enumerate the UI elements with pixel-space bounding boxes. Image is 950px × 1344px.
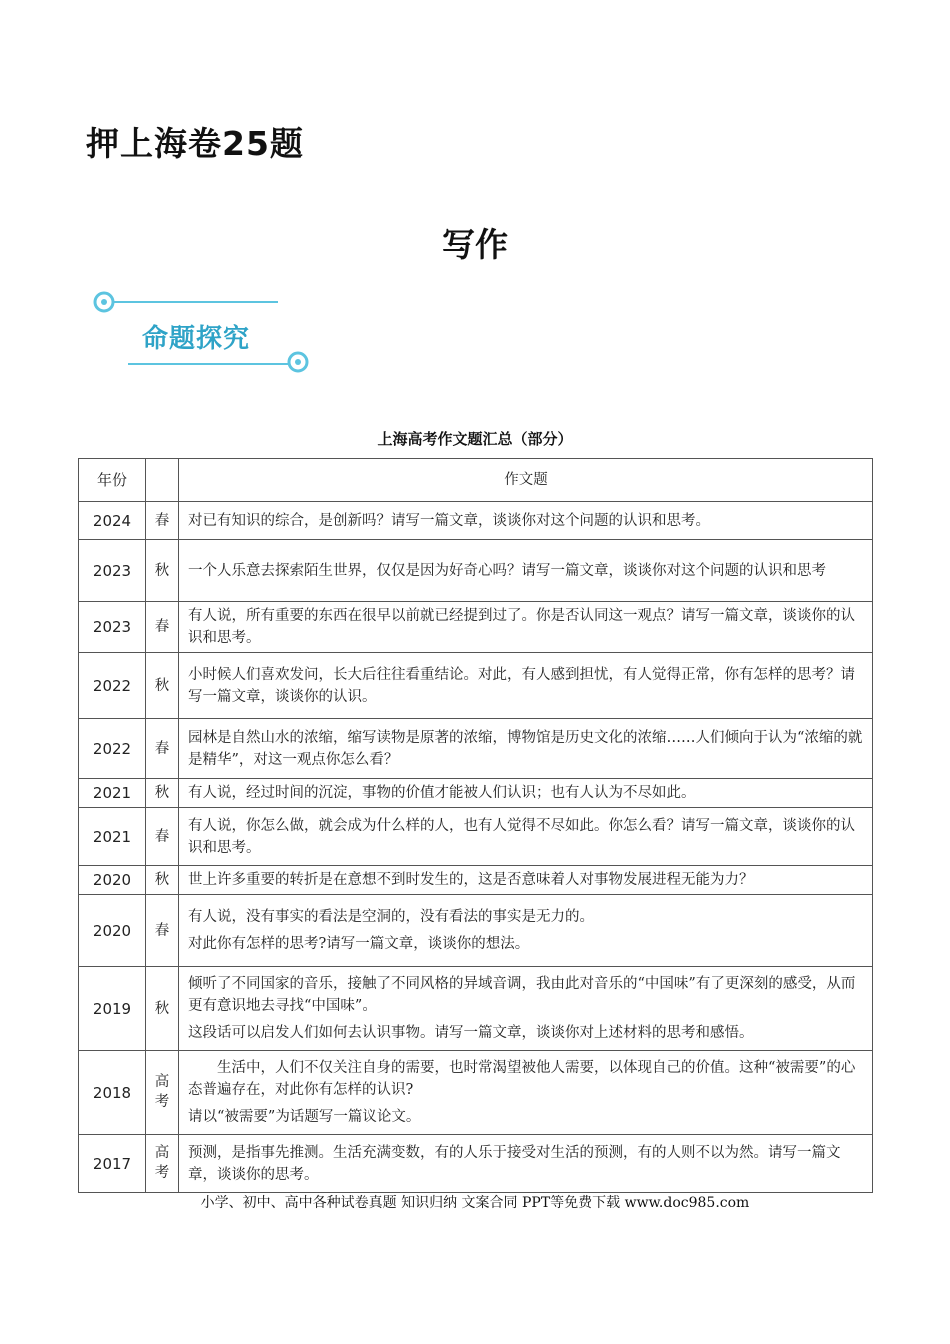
row-season-label: 秋 — [154, 677, 170, 694]
row-year: 2020 — [79, 895, 146, 967]
topic-paragraph: 预测，是指事先推测。生活充满变数，有的人乐于接受对生活的预测，有的人则不以为然。请写一篇文章，谈谈你的思考。 — [188, 1144, 841, 1183]
row-season — [146, 653, 179, 719]
topic-paragraph: 有人说，你怎么做，就会成为什么样的人，也有人觉得不尽如此。你怎么看？请写一篇文章，谈谈你的认识和思考。 — [188, 817, 855, 856]
row-season — [146, 540, 179, 602]
table-header-row — [79, 459, 873, 502]
row-season-label: 春 — [154, 740, 170, 757]
row-year: 2022 — [79, 719, 146, 779]
row-season — [146, 602, 179, 653]
header-topic: 作文题 — [179, 459, 873, 502]
row-season-label: 秋 — [154, 1000, 170, 1017]
row-year: 2021 — [79, 779, 146, 808]
row-topic — [179, 502, 873, 540]
header-year: 年份 — [79, 459, 146, 502]
row-topic — [179, 779, 873, 808]
topic-paragraph: 请以“被需要”为话题写一篇议论文。 — [188, 1109, 421, 1125]
row-season — [146, 895, 179, 967]
row-topic — [179, 719, 873, 779]
row-season-label: 春 — [154, 619, 170, 635]
row-topic — [179, 653, 873, 719]
row-season-label: 高考 — [154, 1145, 170, 1181]
row-year: 2019 — [79, 967, 146, 1051]
table-row — [79, 719, 873, 779]
row-year: 2023 — [79, 540, 146, 602]
row-year: 2020 — [79, 866, 146, 895]
row-season — [146, 808, 179, 866]
row-season — [146, 967, 179, 1051]
row-season — [146, 866, 179, 895]
table-row — [79, 779, 873, 808]
table-row — [79, 540, 873, 602]
table-row — [79, 1051, 873, 1135]
row-year: 2024 — [79, 502, 146, 540]
row-season-label: 秋 — [154, 785, 170, 801]
row-season — [146, 1135, 179, 1193]
table-caption: 上海高考作文题汇总（部分） — [377, 430, 573, 448]
topic-paragraph: 有人说，所有重要的东西在很早以前就已经提到过了。你是否认同这一观点？请写一篇文章，谈谈你的认识和思考。 — [188, 608, 855, 646]
row-season — [146, 779, 179, 808]
row-year: 2021 — [79, 808, 146, 866]
essay-topics-table — [78, 458, 873, 1193]
table-row — [79, 808, 873, 866]
topic-paragraph: 园林是自然山水的浓缩，缩写读物是原著的浓缩，博物馆是历史文化的浓缩……人们倾向于认为“浓缩的就是精华”，对这一观点你怎么看？ — [188, 729, 863, 768]
header-season — [146, 459, 179, 502]
table-row — [79, 653, 873, 719]
table-row — [79, 866, 873, 895]
row-year: 2022 — [79, 653, 146, 719]
row-year: 2023 — [79, 602, 146, 653]
row-season-label: 春 — [154, 922, 170, 939]
topic-paragraph: 倾听了不同国家的音乐，接触了不同风格的异域音调，我由此对音乐的“中国味”有了更深刻的感受，从而更有意识地去寻找“中国味”。 — [188, 976, 856, 1014]
topic-paragraph: 小时候人们喜欢发问，长大后往往看重结论。对此，有人感到担忧，有人觉得正常，你有怎样的思考？请写一篇文章，谈谈你的认识。 — [188, 666, 855, 705]
row-season — [146, 502, 179, 540]
row-season-label: 春 — [154, 512, 170, 529]
topic-paragraph: 有人说，经过时间的沉淀，事物的价值才能被人们认识；也有人认为不尽如此。 — [188, 785, 696, 801]
badge-label: 命题探究 — [142, 324, 251, 354]
table-row — [79, 502, 873, 540]
row-season-label: 秋 — [154, 562, 170, 579]
row-season-label: 春 — [154, 828, 170, 845]
table-row — [79, 967, 873, 1051]
table-row — [79, 1135, 873, 1193]
topic-paragraph: 一个人乐意去探索陌生世界，仅仅是因为好奇心吗？请写一篇文章，谈谈你对这个问题的认识和思考 — [188, 562, 826, 579]
topic-paragraph: 有人说，没有事实的看法是空洞的，没有看法的事实是无力的。 — [188, 909, 594, 925]
row-topic — [179, 967, 873, 1051]
topic-paragraph: 生活中，人们不仅关注自身的需要，也时常渴望被他人需要，以体现自己的价值。这种“被需要”的心态普遍存在，对此你有怎样的认识? — [188, 1060, 856, 1098]
row-topic — [179, 1135, 873, 1193]
row-topic — [179, 1051, 873, 1135]
topic-paragraph: 对已有知识的综合，是创新吗？请写一篇文章，谈谈你对这个问题的认识和思考。 — [188, 512, 710, 529]
row-season — [146, 719, 179, 779]
row-topic — [179, 602, 873, 653]
section-badge — [92, 288, 314, 378]
table-row — [79, 602, 873, 653]
row-year: 2017 — [79, 1135, 146, 1193]
table-row — [79, 895, 873, 967]
topic-paragraph: 这段话可以启发人们如何去认识事物。请写一篇文章，谈谈你对上述材料的思考和感悟。 — [188, 1025, 754, 1041]
row-season-label: 高考 — [154, 1074, 170, 1110]
page-title: 押上海卷25题 — [86, 124, 304, 163]
row-topic — [179, 540, 873, 602]
topic-paragraph: 对此你有怎样的思考?请写一篇文章，谈谈你的想法。 — [188, 936, 530, 952]
row-topic — [179, 895, 873, 967]
topic-paragraph: 世上许多重要的转折是在意想不到时发生的，这是否意味着人对事物发展进程无能为力？ — [188, 872, 754, 888]
section-title: 写作 — [442, 225, 508, 264]
row-season — [146, 1051, 179, 1135]
row-year: 2018 — [79, 1051, 146, 1135]
row-season-label: 秋 — [154, 872, 170, 888]
row-topic — [179, 808, 873, 866]
row-topic — [179, 866, 873, 895]
page-footer: 小学、初中、高中各种试卷真题 知识归纳 文案合同 PPT等免费下载 www.doc985.com — [200, 1195, 750, 1211]
